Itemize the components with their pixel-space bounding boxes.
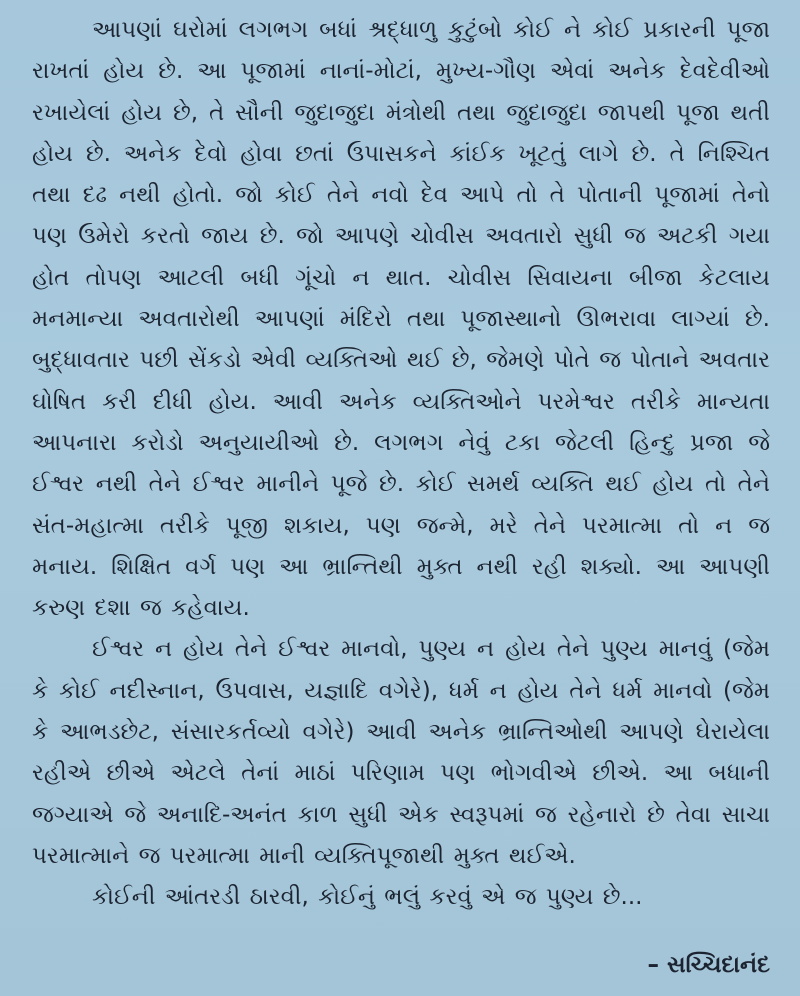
author-signature: – સચ્ચિદાનંદ [647, 952, 770, 978]
paragraph-1: આપણાં ઘરોમાં લગભગ બધાં શ્રદ્ધાળુ કુટુંબો કોઈ ને કોઈ પ્રકારની પૂજા રાખતાં હોય છે. આ પૂજામાં નાનાં-મોટાં, મુખ્ય-ગૌણ એવાં અનેક દેવદેવીઓ રખાયેલાં હોય છે, તે સૌની જુદાજુદા મંત્રોથી તથા જુદાજુદા જાપથી પૂજા થતી હોય છે. અનેક દેવો હોવા છતાં ઉપાસકને કાંઈક ખૂટતું લાગે છે. તે નિશ્ચિત તથા દઢ નથી હોતો. જો કોઈ તેને નવો દેવ આપે તો તે પોતાની પૂજામાં તેનો પણ ઉમેરો કરતો જાય છે. જો આપણે ચોવીસ અવતારો સુધી જ અટકી ગયા હોત તોપણ આટલી બધી ગૂંચો ન થાત. ચોવીસ સિવાયના બીજા કેટલાય મનમાન્યા અવતારોથી આપણાં મંદિરો તથા પૂજાસ્થાનો ઊભરાવા લાગ્યાં છે. બુદ્ધાવતાર પછી સેંકડો એવી વ્યક્તિઓ થઈ છે, જેમણે પોતે જ પોતાને અવતાર ઘોષિત કરી દીધી હોય. આવી અનેક વ્યક્તિઓને પરમેશ્વર તરીકે માન્યતા આપનારા કરોડો અનુયાયીઓ છે. લગભગ નેવું ટકા જેટલી હિન્દુ પ્રજા જે ઈશ્વર નથી તેને ઈશ્વર માનીને પૂજે છે. કોઈ સમર્થ વ્યક્તિ થઈ હોય તો તેને સંત-મહાત્મા તરીકે પૂજી શકાય, પણ જન્મે, મરે તેને પરમાત્મા તો ન જ મનાય. શિક્ષિત વર્ગ પણ આ ભ્રાન્તિથી મુક્ત નથી રહી શક્યો. આ આપણી કરુણ દશા જ કહેવાય. [32, 17, 770, 622]
paragraph-2: ઈશ્વર ન હોય તેને ઈશ્વર માનવો, પુણ્ય ન હોય તેને પુણ્ય માનવું (જેમ કે કોઈ નદીસ્નાન, ઉપવાસ, યજ્ઞાદિ વગેરે), ધર્મ ન હોય તેને ધર્મ માનવો (જેમ કે આભડછેટ, સંસારકર્તવ્યો વગેરે) આવી અનેક ભ્રાન્તિઓથી આપણે ઘેરાયેલા રહીએ છીએ એટલે તેનાં માઠાં પરિણામ પણ ભોગવીએ છીએ. આ બધાની જગ્યાએ જે અનાદિ-અનંત કાળ સુધી એક સ્વરૂપમાં જ રહેનારો છે તેવા સાચા પરમાત્માને જ પરમાત્મા માની વ્યક્તિપૂજાથી મુક્ત થઈએ. [32, 636, 770, 869]
paragraph-3: કોઈની આંતરડી ઠારવી, કોઈનું ભલું કરવું એ જ પુણ્ય છે... [92, 884, 643, 911]
